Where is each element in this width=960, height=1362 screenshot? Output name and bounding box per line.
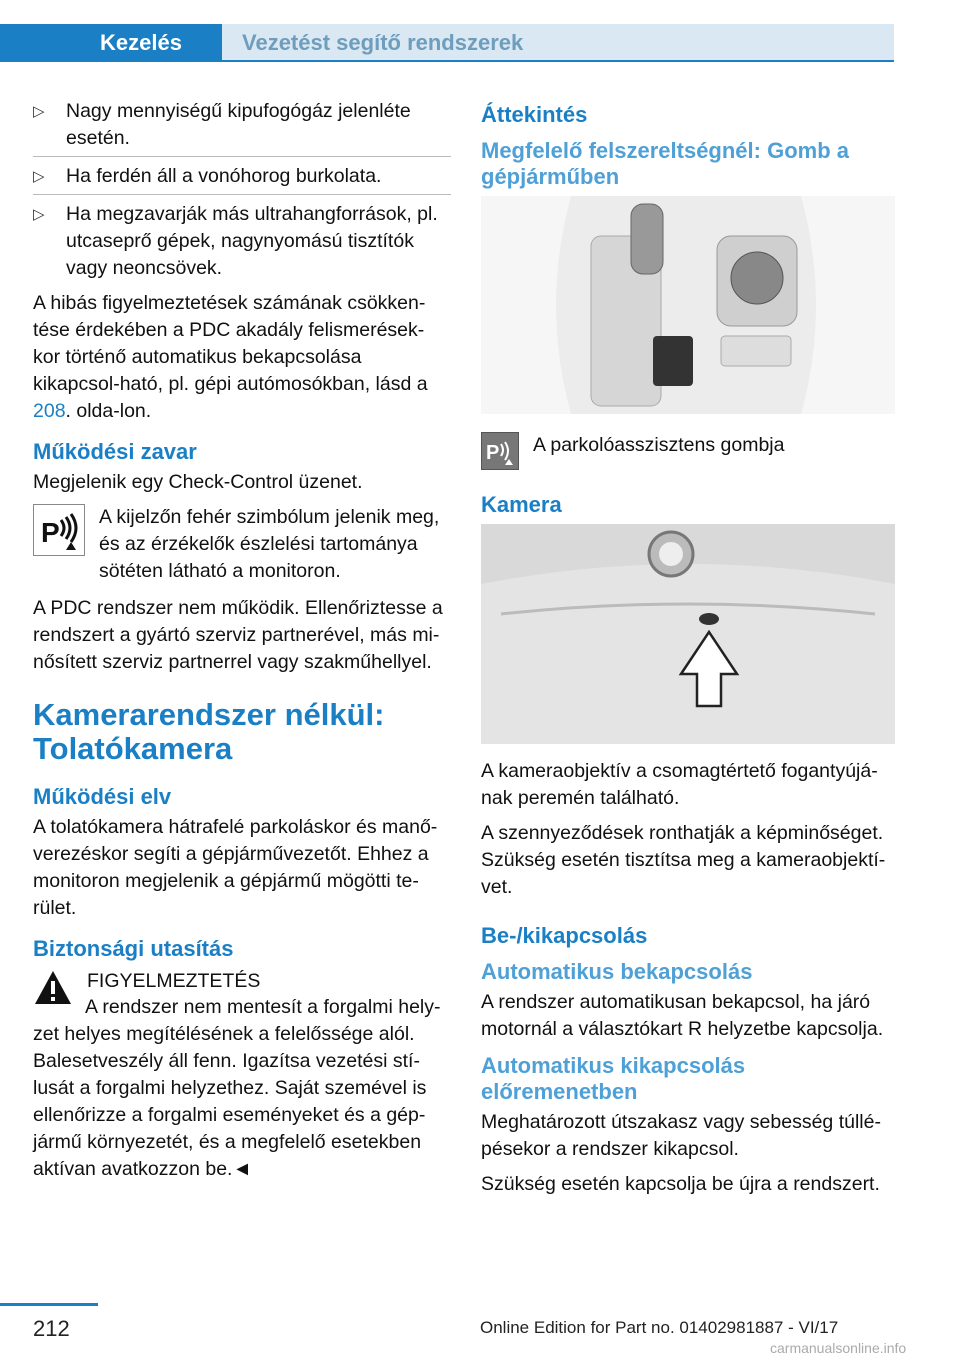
- section-heading: Kamera: [481, 492, 562, 517]
- paragraph: A PDC rendszer nem működik. Ellenőriztesse a rendszert a gyártó szerviz partnerével, más mi‐nősített szerviz partnerrel vagy szakműhellyel.: [33, 597, 443, 673]
- page-link[interactable]: 208: [33, 400, 66, 422]
- paragraph: Megjelenik egy Check-Control üzenet.: [33, 471, 363, 493]
- paragraph: A hibás figyelmeztetések számának csökken‐tése érdekében a PDC akadály felismerések‐ kor történő automatikus bekapcsolása kikapcsol‐ható, pl. gépi autómosókban, lásd a 208. olda‐lon.: [33, 292, 428, 422]
- section-heading: Biztonsági utasítás: [33, 936, 234, 961]
- triangle-bullet-icon: ▷: [33, 103, 45, 120]
- section-heading: Áttekintés: [481, 102, 588, 127]
- edition-note: Online Edition for Part no. 01402981887 - VI/17: [480, 1318, 839, 1337]
- svg-text:P: P: [41, 517, 60, 548]
- chapter-title: Kamerarendszer nélkül: Tolatókamera: [33, 697, 385, 766]
- icon-note-text: A kijelzőn fehér szimbólum jelenik meg, és az érzékelők észlelési tartománya sötéten látható a monitoron.: [99, 506, 440, 582]
- paragraph: Szükség esetén kapcsolja be újra a rendszert.: [481, 1173, 880, 1195]
- svg-text:P: P: [486, 442, 500, 464]
- caption-text: A parkolóasszisztens gombja: [533, 434, 785, 456]
- paragraph: A kameraobjektív a csomagtértető fogantyújá‐nak peremén található.: [481, 760, 878, 809]
- triangle-bullet-icon: ▷: [33, 206, 45, 223]
- header-divider: [0, 60, 894, 62]
- section-heading: Működési zavar: [33, 439, 197, 464]
- section-heading: Működési elv: [33, 784, 172, 809]
- pdc-button-icon: [481, 432, 519, 470]
- tab-kezeles[interactable]: Kezelés: [0, 24, 222, 62]
- paragraph: Meghatározott útszakasz vagy sebesség túllé‐pésekor a rendszer kikapcsol.: [481, 1111, 881, 1160]
- paragraph: A rendszer automatikusan bekapcsol, ha járó motornál a választókart R helyzetbe kapcsolja.: [481, 991, 884, 1040]
- footer-divider: [0, 1303, 98, 1306]
- subsection-heading: Automatikus kikapcsolás előremenetben: [481, 1053, 746, 1104]
- bullet-item: [33, 98, 451, 157]
- subsection-heading: Automatikus bekapcsolás: [481, 959, 753, 984]
- paragraph: A tolatókamera hátrafelé parkoláskor és manő‐verezéskor segíti a gépjárművezetőt. Ehhez a monitoron megjelenik a gépjármű mögötti te‐rület.: [33, 816, 438, 919]
- paragraph: A szennyeződések ronthatják a képminőséget. Szükség esetén tisztítsa meg a kameraobjektí‐vet.: [481, 822, 886, 898]
- section-heading: Be-/kikapcsolás: [481, 923, 648, 948]
- bullet-item: [33, 163, 451, 195]
- gear-selector-photo: [481, 196, 895, 414]
- tab-vezetest-segito[interactable]: Vezetést segítő rendszerek: [222, 24, 894, 62]
- triangle-bullet-icon: ▷: [33, 168, 45, 185]
- bullet-text: Ha ferdén áll a vonóhorog burkolata.: [66, 165, 382, 187]
- warning-text: A rendszer nem mentesít a forgalmi hely‐zet helyes megítélésének a felelőssége alól. Balesetveszély áll fenn. Igazítsa vezetési stí‐lusát a forgalmi helyzethez. Saját szemével is ellenőrizze a forgalmi eseményeket és a gép‐jármű környezetét, és a megfelelő esetekben aktívan avatkozzon be.◄: [33, 996, 441, 1180]
- page-number: 212: [33, 1316, 70, 1341]
- bullet-text: Ha megzavarják más ultrahangforrások, pl. utcaseprő gépek, nagynyomású tisztítók vagy neoncsövek.: [66, 203, 438, 279]
- icon-note: [33, 504, 451, 585]
- right-column: [481, 98, 899, 1206]
- left-column: [33, 98, 451, 1191]
- page-header: [0, 0, 960, 62]
- bullet-item: [33, 201, 451, 282]
- watermark: carmanualsonline.info: [770, 1340, 907, 1356]
- pdc-icon: [33, 504, 85, 556]
- warning-title: FIGYELMEZTETÉS: [87, 970, 261, 992]
- camera-location-photo: [481, 524, 895, 744]
- bullet-text: Nagy mennyiségű kipufogógáz jelenléte esetén.: [66, 100, 411, 149]
- caption-row: [481, 432, 899, 470]
- subsection-heading: Megfelelő felszereltségnél: Gomb a gépjárműben: [481, 138, 849, 189]
- warning-triangle-icon: [33, 968, 73, 1008]
